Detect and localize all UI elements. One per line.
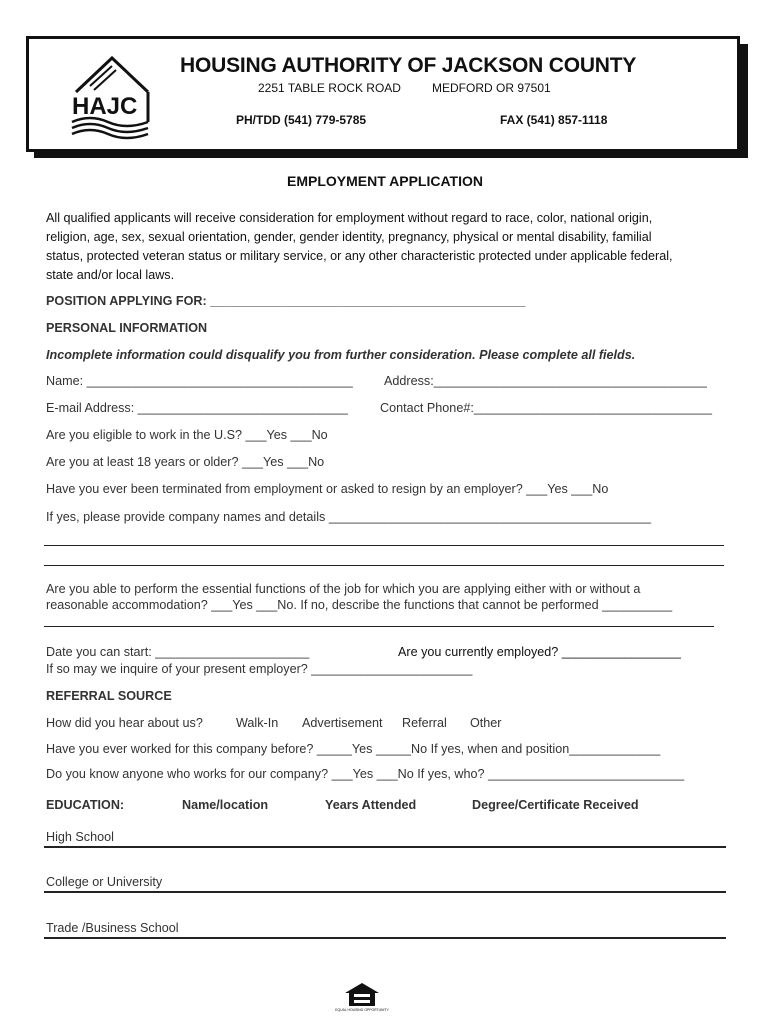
referral-option-advertisement[interactable]: Advertisement [302, 716, 383, 730]
referral-question: How did you hear about us? [46, 716, 203, 730]
eeo-line: status, protected veteran status or military service, or any other characteristic protected under applicable federal, [46, 249, 673, 263]
referral-option-referral[interactable]: Referral [402, 716, 447, 730]
education-row-college: College or University [46, 875, 163, 889]
education-row-line[interactable] [44, 891, 726, 893]
termination-details-field[interactable]: If yes, please provide company names and details ______________________________________________ [46, 510, 652, 524]
column-years-attended: Years Attended [325, 798, 417, 812]
email-field[interactable]: E-mail Address: ______________________________ [46, 401, 348, 415]
form-title: EMPLOYMENT APPLICATION [287, 173, 483, 189]
details-line[interactable] [44, 545, 724, 546]
work-eligibility-question[interactable]: Are you eligible to work in the U.S? ___Yes ___No [46, 428, 328, 442]
worked-before-question[interactable]: Have you ever worked for this company before? _____Yes _____No If yes, when and position_____________ [46, 742, 661, 756]
contact-phone-field[interactable]: Contact Phone#:__________________________________ [380, 401, 712, 415]
hajc-logo-icon [68, 52, 158, 138]
currently-employed-field[interactable]: Are you currently employed? _________________ [398, 645, 681, 659]
education-row-trade-school: Trade /Business School [46, 921, 179, 935]
education-row-high-school: High School [46, 830, 114, 844]
education-row-line[interactable] [44, 937, 726, 939]
accommodation-answer[interactable]: reasonable accommodation? ___Yes ___No. If no, describe the functions that cannot be performed __________ [46, 598, 673, 612]
age-question[interactable]: Are you at least 18 years or older? ___Yes ___No [46, 455, 325, 469]
know-anyone-question[interactable]: Do you know anyone who works for our company? ___Yes ___No If yes, who? ____________________________ [46, 767, 685, 781]
city-state-zip: MEDFORD OR 97501 [432, 81, 551, 95]
completion-warning: Incomplete information could disqualify you from further consideration. Please complete all fields. [46, 348, 636, 362]
eeo-line: state and/or local laws. [46, 268, 175, 282]
education-row-line[interactable] [44, 846, 726, 848]
svg-text:EQUAL HOUSING OPPORTUNITY: EQUAL HOUSING OPPORTUNITY [335, 1008, 389, 1012]
position-applying-field[interactable]: POSITION APPLYING FOR: _____________________________________________ [46, 294, 526, 308]
eeo-line: religion, age, sex, sexual orientation, gender, gender identity, pregnancy, physical or mental disability, familial [46, 230, 652, 244]
svg-text:HAJC: HAJC [72, 93, 138, 120]
street-address: 2251 TABLE ROCK ROAD [258, 81, 401, 95]
referral-option-other[interactable]: Other [470, 716, 502, 730]
termination-question[interactable]: Have you ever been terminated from employment or asked to resign by an employer? ___Yes ___No [46, 482, 609, 496]
start-date-field[interactable]: Date you can start: ______________________ [46, 645, 310, 659]
equal-housing-opportunity-icon [335, 982, 389, 1016]
column-degree-certificate: Degree/Certificate Received [472, 798, 639, 812]
address-field[interactable]: Address:_______________________________________ [384, 374, 707, 388]
eeo-line: All qualified applicants will receive consideration for employment without regard to race, color, national origin, [46, 211, 653, 225]
referral-heading: REFERRAL SOURCE [46, 689, 172, 703]
fax-number: FAX (541) 857-1118 [500, 113, 608, 127]
personal-info-heading: PERSONAL INFORMATION [46, 321, 208, 335]
inquire-employer-field[interactable]: If so may we inquire of your present employer? _______________________ [46, 662, 473, 676]
name-field[interactable]: Name: ______________________________________ [46, 374, 353, 388]
eeo-statement [46, 209, 726, 285]
org-name: HOUSING AUTHORITY OF JACKSON COUNTY [180, 54, 637, 77]
education-heading: EDUCATION: [46, 798, 125, 812]
essential-functions-question: Are you able to perform the essential functions of the job for which you are applying either with or without a [46, 582, 641, 596]
column-name-location: Name/location [182, 798, 269, 812]
referral-option-walk-in[interactable]: Walk-In [236, 716, 279, 730]
functions-line[interactable] [44, 626, 714, 627]
phone-number: PH/TDD (541) 779-5785 [236, 113, 367, 127]
details-line[interactable] [44, 565, 724, 566]
